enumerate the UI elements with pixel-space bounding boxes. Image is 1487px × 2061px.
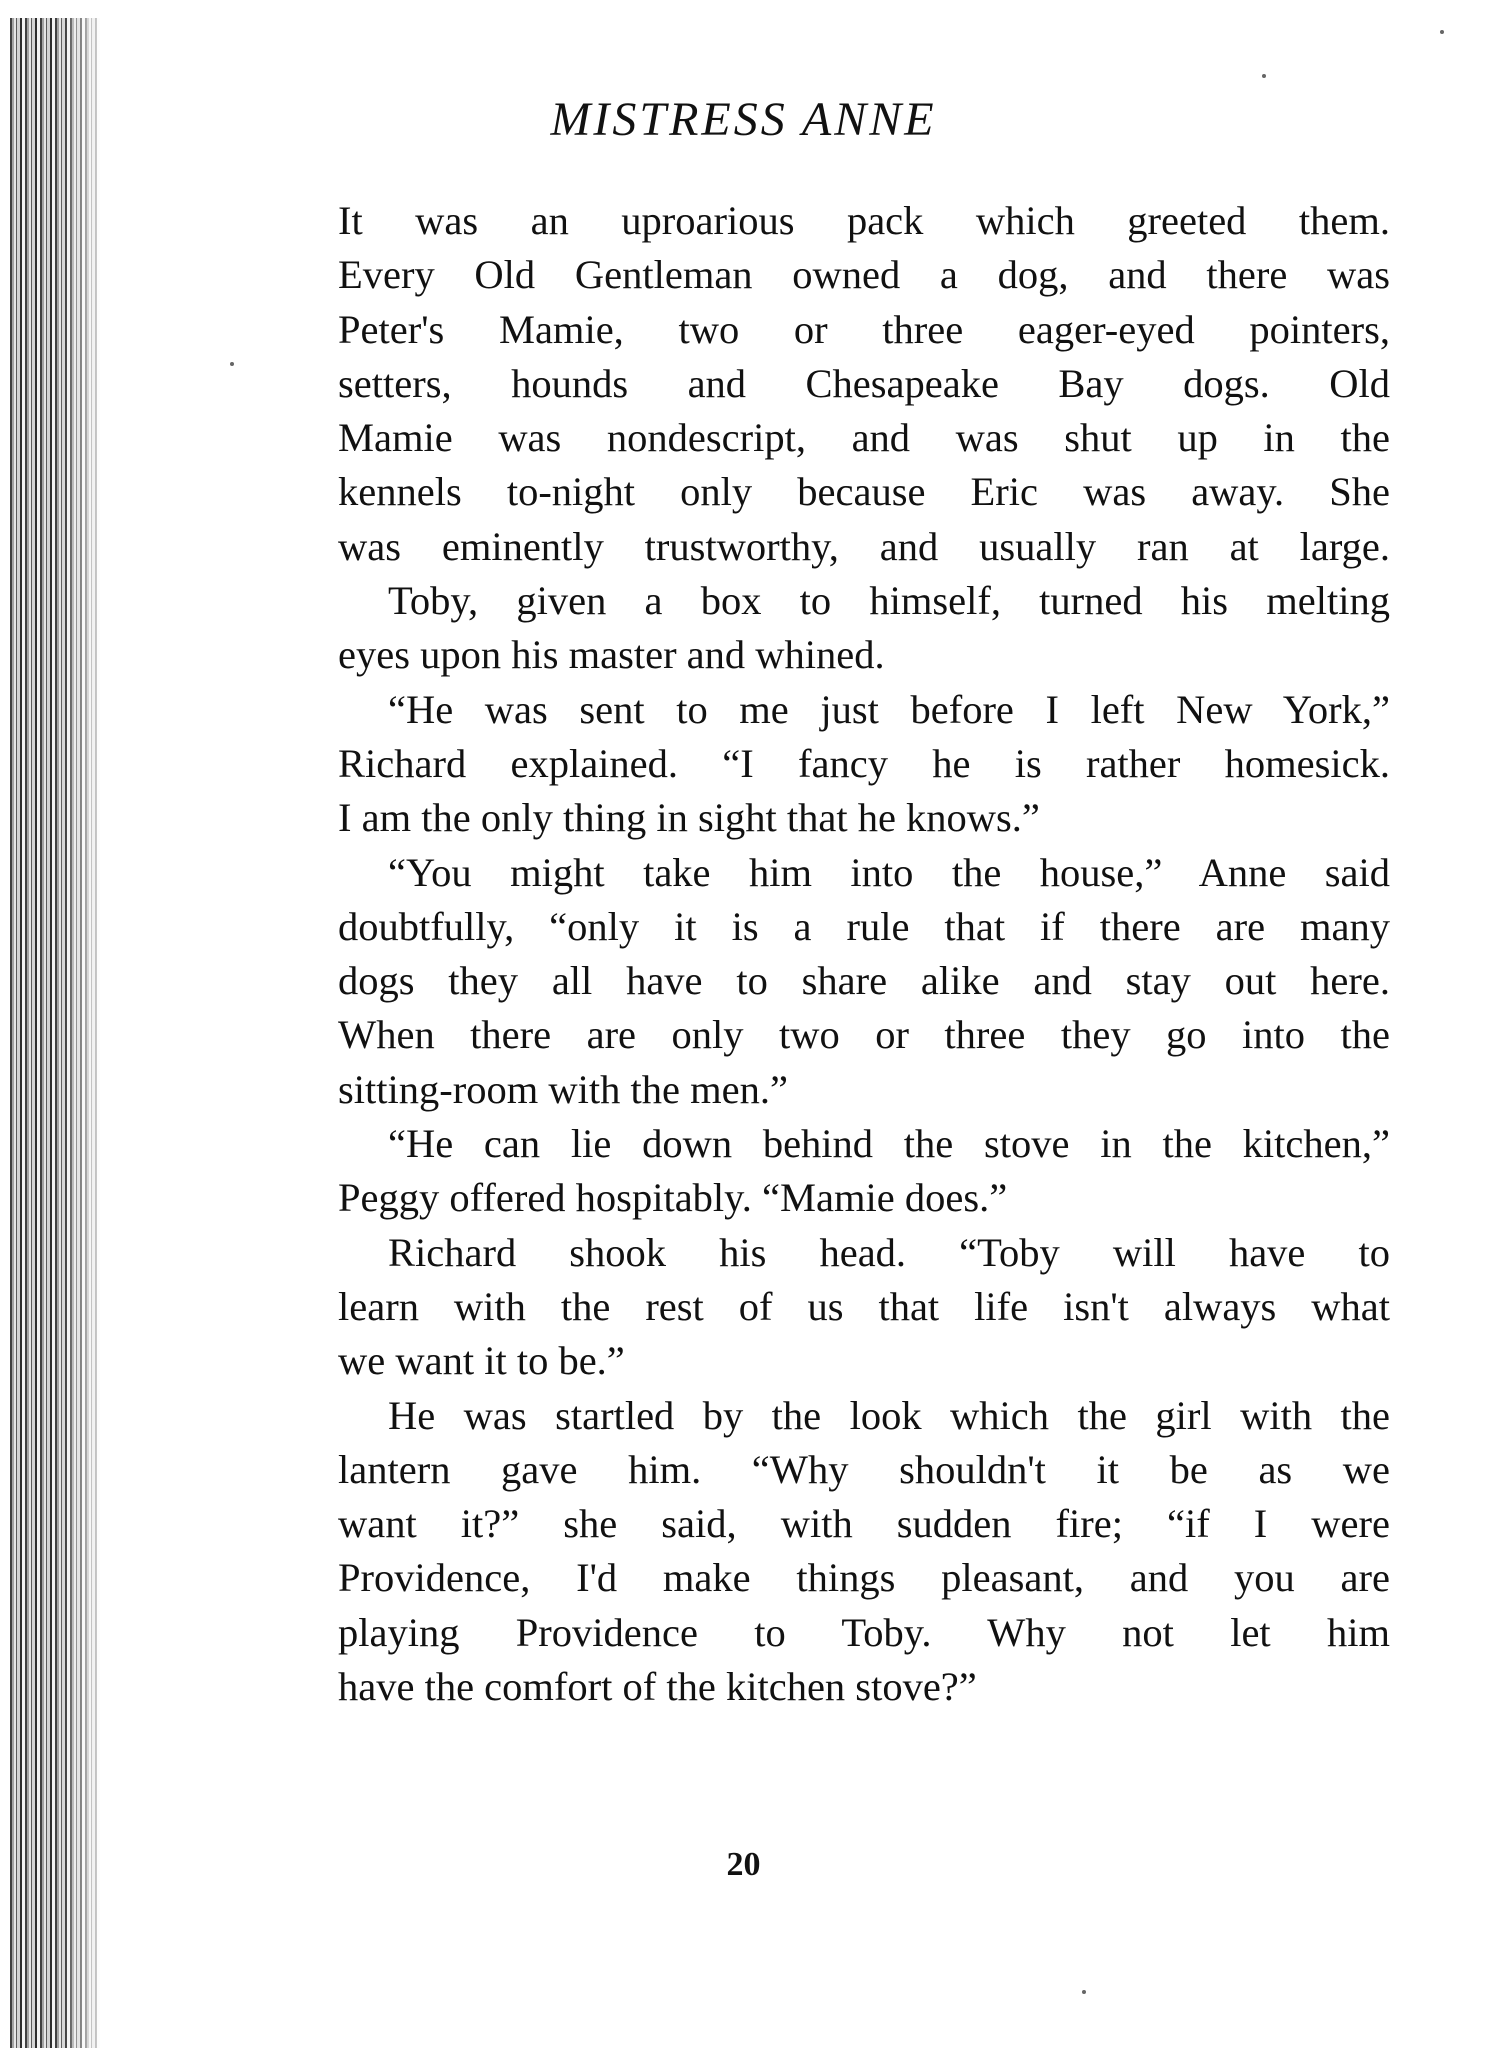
text-line: “He was sent to me just before I left New York,” [388,686,1390,732]
text-line: Richard shook his head. “Toby will have to [388,1229,1390,1275]
text-line: When there are only two or three they go into the [338,1012,1390,1058]
text-line: Mamie was nondescript, and was shut up in the [338,415,1390,461]
paragraph [338,1117,1390,1226]
paragraph [338,574,1390,683]
text-line: playing Providence to Toby. Why not let him [338,1609,1390,1655]
text-line: Every Old Gentleman owned a dog, and there was [338,252,1390,298]
binding-shadow [60,18,110,2048]
text-line: Providence, I'd make things pleasant, and you are [338,1555,1390,1601]
text-line: Toby, given a box to himself, turned his melting [388,578,1390,624]
body-text [338,194,1390,1714]
text-line: want it?” she said, with sudden fire; “if I were [338,1501,1390,1547]
text-line: “He can lie down behind the stove in the kitchen,” [388,1121,1390,1167]
text-line: learn with the rest of us that life isn't always what [338,1283,1390,1329]
print-speck [230,362,234,366]
text-line: dogs they all have to share alike and stay out here. [338,958,1390,1004]
paragraph [338,846,1390,1117]
text-line: kennels to-night only because Eric was away. She [338,469,1390,515]
paragraph [338,194,1390,574]
paragraph [338,683,1390,846]
text-line: have the comfort of the kitchen stove?” [338,1664,977,1710]
print-speck [1082,1990,1086,1994]
text-line: we want it to be.” [338,1338,625,1384]
text-line: sitting-room with the men.” [338,1066,788,1112]
text-line: Richard explained. “I fancy he is rather homesick. [338,740,1390,786]
text-line: It was an uproarious pack which greeted them. [338,198,1390,243]
text-line: setters, hounds and Chesapeake Bay dogs. Old [338,360,1390,406]
text-line: doubtfully, “only it is a rule that if there are many [338,903,1390,949]
print-speck [1262,74,1266,78]
text-line: I am the only thing in sight that he knows.” [338,795,1040,841]
print-speck [1440,30,1444,34]
text-line: He was startled by the look which the girl with the [388,1392,1390,1438]
text-line: eyes upon his master and whined. [338,632,885,678]
page-number: 20 [726,1846,761,1883]
running-head: MISTRESS ANNE [550,93,937,146]
paragraph [338,1226,1390,1389]
text-line: Peggy offered hospitably. “Mamie does.” [338,1175,1008,1221]
text-line: lantern gave him. “Why shouldn't it be as we [338,1446,1390,1492]
paragraph [338,1389,1390,1715]
text-line: “You might take him into the house,” Anne said [388,849,1390,895]
text-line: was eminently trustworthy, and usually ran at large. [338,523,1390,569]
text-line: Peter's Mamie, two or three eager-eyed pointers, [338,306,1390,352]
